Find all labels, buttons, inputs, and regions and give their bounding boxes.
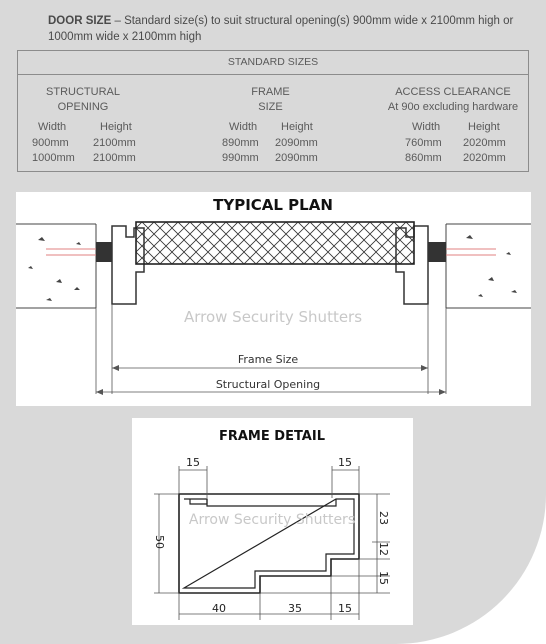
typical-plan-drawing xyxy=(16,192,531,406)
dim-bottom-3: 15 xyxy=(338,602,352,615)
frame-profile-outer xyxy=(179,494,359,593)
frame-size-label: Frame Size xyxy=(237,353,299,366)
structural-opening-header: STRUCTURAL OPENING xyxy=(46,86,120,113)
table-cell: 860mm xyxy=(405,152,442,164)
dim-bottom-1: 40 xyxy=(212,602,226,615)
access-height-header: Height xyxy=(468,121,500,133)
table-cell: 1000mm xyxy=(32,152,75,164)
frame-detail-svg xyxy=(132,418,413,625)
door-size-text: Standard size(s) to suit structural opening(s) 900mm wide x 2100mm high or 1000mm wide x 2100mm high xyxy=(48,15,514,43)
frame-detail-drawing xyxy=(132,418,413,625)
right-wall xyxy=(428,224,531,308)
typical-plan-svg xyxy=(16,192,531,406)
table-title: STANDARD SIZES xyxy=(18,51,528,75)
structural-height-header: Height xyxy=(100,121,132,133)
table-cell: 2020mm xyxy=(463,152,506,164)
door-size-description: DOOR SIZE – Standard size(s) to suit structural opening(s) 900mm wide x 2100mm high or 1000mm wide x 2100mm high xyxy=(48,15,514,43)
plan-title: TYPICAL PLAN xyxy=(213,196,333,214)
access-width-header: Width xyxy=(412,121,441,133)
table-cell: 990mm xyxy=(222,152,259,164)
table-cell: 890mm xyxy=(222,137,259,149)
dim-right-3: 15 xyxy=(377,571,390,585)
standard-sizes-table xyxy=(17,50,529,172)
dim-height: 50 xyxy=(153,535,166,549)
dim-right-1: 23 xyxy=(377,511,390,525)
table-cell: 2090mm xyxy=(275,137,318,149)
structural-width-header: Width xyxy=(38,121,67,133)
dim-top-left: 15 xyxy=(186,456,200,469)
dim-right-2: 12 xyxy=(377,542,390,556)
table-cell: 2100mm xyxy=(93,137,136,149)
table-cell: 760mm xyxy=(405,137,442,149)
detail-watermark: Arrow Security Shutters xyxy=(188,512,356,528)
frame-height-header: Height xyxy=(281,121,313,133)
left-wall xyxy=(16,224,112,308)
access-clearance-header: ACCESS CLEARANCE At 90o excluding hardware xyxy=(387,86,519,113)
table-cell: 2020mm xyxy=(463,137,506,149)
table-cell: 900mm xyxy=(32,137,69,149)
door-leaf xyxy=(136,222,414,264)
detail-title: FRAME DETAIL xyxy=(218,429,326,444)
dim-bottom-2: 35 xyxy=(288,602,302,615)
table-cell: 2090mm xyxy=(275,152,318,164)
dim-top-right: 15 xyxy=(338,456,352,469)
table-cell: 2100mm xyxy=(93,152,136,164)
door-size-label: DOOR SIZE xyxy=(48,15,112,27)
structural-opening-label: Structural Opening xyxy=(215,378,321,391)
plan-watermark: Arrow Security Shutters xyxy=(183,308,363,326)
frame-size-header: FRAME SIZE xyxy=(251,86,290,113)
frame-width-header: Width xyxy=(229,121,258,133)
